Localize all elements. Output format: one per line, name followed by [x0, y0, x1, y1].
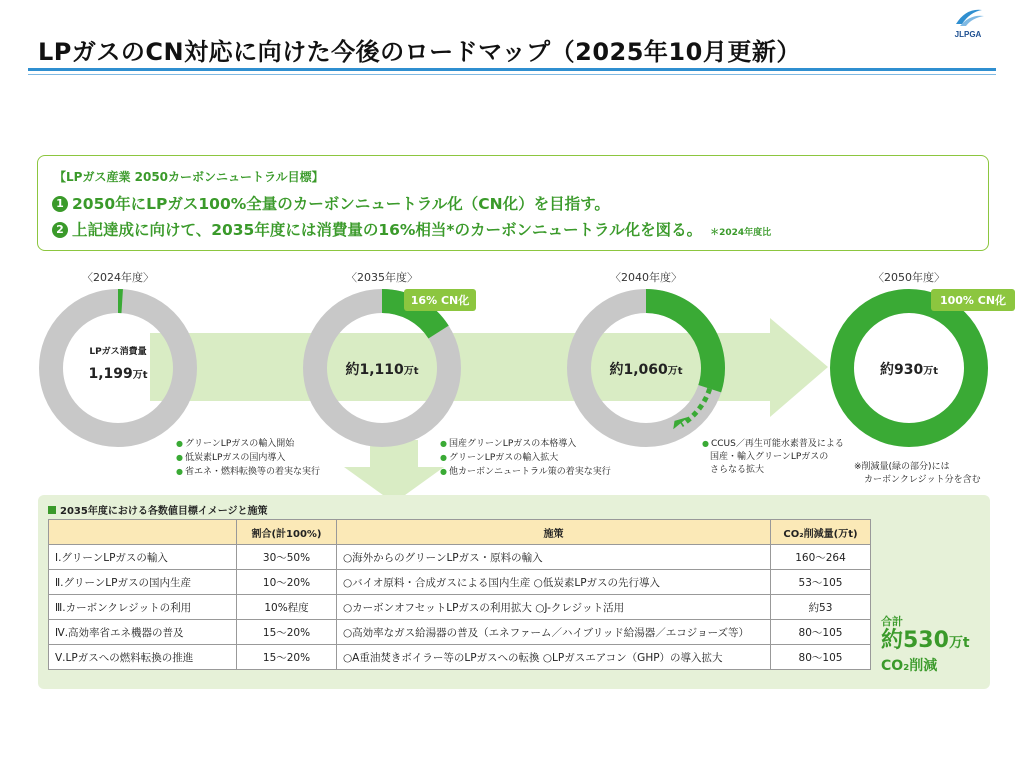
bullet-item: ● 低炭素LPガスの国内導入 [176, 451, 320, 465]
row-name: Ⅳ.高効率省エネ機器の普及 [49, 620, 237, 645]
column-header: CO₂削減量(万t) [771, 520, 871, 545]
row-co2: 80～105 [771, 645, 871, 670]
row-ratio: 15～20% [237, 620, 337, 645]
row-measure: ○バイオ原料・合成ガスによる国内生産 ○低炭素LPガスの先行導入 [337, 570, 771, 595]
bullet-continuation: さらなる拡大 [710, 465, 765, 475]
row-measure: ○カーボンオフセットLPガスの利用拡大 ○J-クレジット活用 [337, 595, 771, 620]
row-name: Ⅲ.カーボンクレジットの利用 [49, 595, 237, 620]
goal-text-1: 2050年にLPガス100%全量のカーボンニュートラル化（CN化）を目指す。 [72, 195, 610, 213]
donut-value: 約1,060万t [609, 362, 683, 378]
row-ratio: 10%程度 [237, 595, 337, 620]
column-header: 割合(計100%) [237, 520, 337, 545]
table-row [49, 570, 871, 595]
square-bullet-icon [48, 506, 56, 514]
row-name: Ⅴ.LPガスへの燃料転換の推進 [49, 645, 237, 670]
row-name: Ⅰ.グリーンLPガスの輸入 [49, 545, 237, 570]
goal-note: ＊2024年度比 [710, 228, 772, 238]
table-header-row [49, 520, 871, 545]
goal-number-1: 1 [52, 196, 68, 212]
row-co2: 53～105 [771, 570, 871, 595]
bullet-item: ● グリーンLPガスの輸入拡大 [440, 451, 611, 465]
total-unit: 万t [948, 635, 970, 651]
year-label: 〈2024年度〉 [82, 271, 154, 284]
goal-heading: 【LPガス産業 2050カーボンニュートラル目標】 [54, 170, 324, 184]
bullets-2024 [176, 437, 320, 479]
header-rule [28, 68, 996, 71]
goal-box [37, 155, 989, 251]
bullet-item: ● 省エネ・燃料転換等の着実な実行 [176, 465, 320, 479]
total-value-line [881, 629, 970, 655]
jlpga-logo [948, 4, 988, 40]
bullet-item: ● 国産グリーンLPガスの本格導入 [440, 437, 611, 451]
note-line: ※削減量(緑の部分)には [854, 462, 950, 472]
reduction-note [854, 461, 981, 487]
donut-value: 約1,110万t [345, 362, 419, 378]
row-ratio: 30～50% [237, 545, 337, 570]
column-header: 施策 [337, 520, 771, 545]
goal-line-2 [52, 218, 771, 240]
note-line: カーボンクレジット分を含む [864, 475, 981, 485]
row-co2: 160～264 [771, 545, 871, 570]
page-title: LPガスのCN対応に向けた今後のロードマップ（2025年10月更新） [38, 38, 801, 66]
bullet-item: ● 他カーボンニュートラル策の着実な実行 [440, 465, 611, 479]
row-measure: ○高効率なガス給湯器の普及（エネファーム／ハイブリッド給湯器／エコジョーズ等） [337, 620, 771, 645]
bullet-item: ● グリーンLPガスの輸入開始 [176, 437, 320, 451]
donut-value: 1,199万t [88, 366, 148, 382]
bullet-continuation: 国産・輸入グリーンLPガスの [710, 452, 829, 462]
goal-text-2: 上記達成に向けて、2035年度には消費量の16%相当*のカーボンニュートラル化を図る。 [72, 221, 703, 239]
table-row [49, 595, 871, 620]
total-value: 約530 [881, 628, 949, 653]
donut-value: 約930万t [879, 362, 939, 378]
year-label: 〈2040年度〉 [610, 271, 682, 284]
year-label: 〈2050年度〉 [873, 271, 945, 284]
row-ratio: 10～20% [237, 570, 337, 595]
total-suffix: CO₂削減 [881, 658, 938, 674]
logo-text: JLPGA [954, 30, 982, 39]
table-row [49, 545, 871, 570]
panel-title [48, 502, 268, 517]
bullets-2035 [440, 437, 611, 479]
panel-title-text: 2035年度における各数値目標イメージと施策 [60, 506, 268, 517]
row-name: Ⅱ.グリーンLPガスの国内生産 [49, 570, 237, 595]
total-label: 合計 [881, 615, 903, 628]
goal-number-2: 2 [52, 222, 68, 238]
year-label: 〈2035年度〉 [346, 271, 418, 284]
measures-table [48, 519, 871, 670]
column-header [49, 520, 237, 545]
row-measure: ○海外からのグリーンLPガス・原料の輸入 [337, 545, 771, 570]
row-ratio: 15～20% [237, 645, 337, 670]
down-arrow [344, 440, 444, 500]
donut-sub-label: LPガス消費量 [89, 347, 147, 357]
table-row [49, 645, 871, 670]
header-rule-thin [28, 74, 996, 75]
row-measure: ○A重油焚きボイラー等のLPガスへの転換 ○LPガスエアコン（GHP）の導入拡大 [337, 645, 771, 670]
roadmap-arrow [150, 318, 828, 417]
goal-line-1 [52, 192, 610, 214]
cn-badge-label: 16% CN化 [410, 294, 470, 307]
bullet-item: ● CCUS／再生可能水素普及による [702, 437, 844, 451]
row-co2: 約53 [771, 595, 871, 620]
table-row [49, 620, 871, 645]
total-reduction [881, 613, 970, 675]
cn-badge-label: 100% CN化 [939, 294, 1007, 307]
targets-panel [38, 495, 990, 689]
bullets-2040 [702, 437, 844, 477]
row-co2: 80～105 [771, 620, 871, 645]
